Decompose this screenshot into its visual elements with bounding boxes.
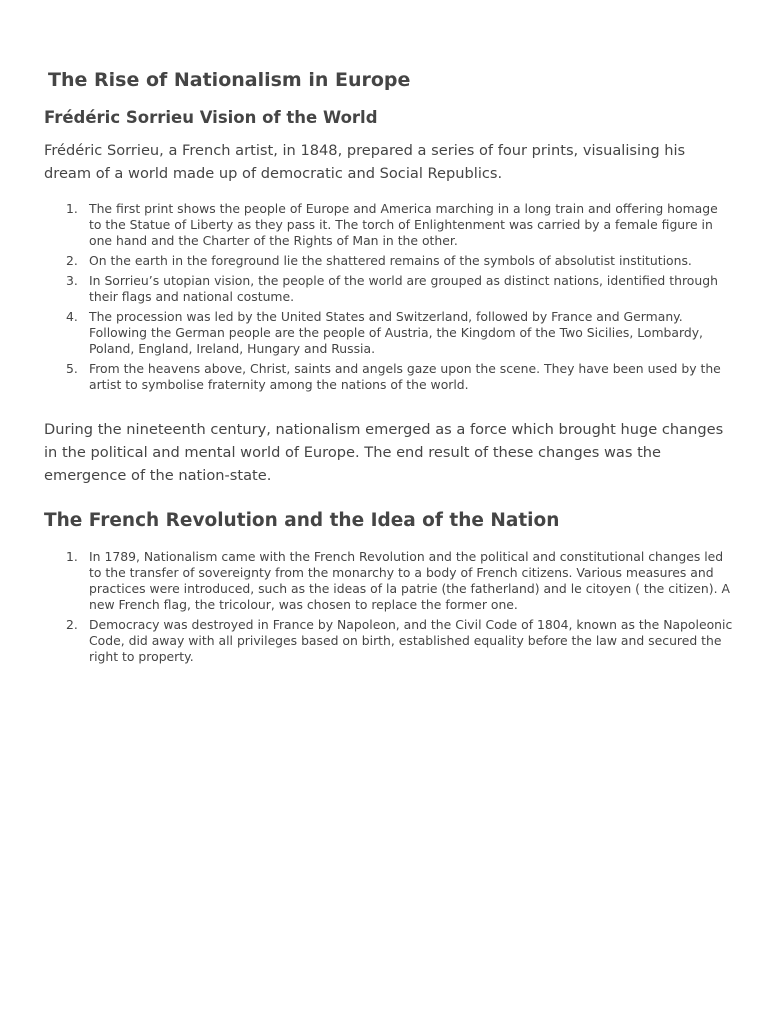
page-title: The Rise of Nationalism in Europe <box>48 69 411 91</box>
list-item-text: On the earth in the foreground lie the shattered remains of the symbols of absolutist institutions. <box>89 253 692 268</box>
list-item-number: 2. <box>66 617 78 632</box>
section-subtitle: Frédéric Sorrieu Vision of the World <box>44 108 378 127</box>
list-item-number: 4. <box>66 309 78 324</box>
intro-paragraph: Frédéric Sorrieu, a French artist, in 1848, prepared a series of four prints, visualising his dream of a world made up of democratic and Social Republics. <box>44 142 686 182</box>
list-item-text: The procession was led by the United States and Switzerland, followed by France and Germany. Following the German people are the people of Austria, the Kingdom of the Two Sicilies, Lombardy, Poland, England, Ireland, Hungary and Russia. <box>89 309 703 356</box>
list-item-text: In Sorrieu’s utopian vision, the people of the world are grouped as distinct nations, identified through their flags and national costume. <box>89 273 718 304</box>
list-item-text: The first print shows the people of Europe and America marching in a long train and offering homage to the Statue of Liberty as they pass it. The torch of Enlightenment was carried by a female figure in one hand and the Charter of the Rights of Man in the other. <box>89 201 718 248</box>
list-item <box>44 361 734 393</box>
closing-paragraph: During the nineteenth century, nationalism emerged as a force which brought huge changes in the political and mental world of Europe. The end result of these changes was the emergence of the nation-state. <box>44 421 724 484</box>
sorrieu-points-list <box>44 201 734 397</box>
revolution-points-list <box>44 549 734 669</box>
list-item-number: 3. <box>66 273 78 288</box>
list-item-number: 1. <box>66 549 78 564</box>
list-item-text: From the heavens above, Christ, saints and angels gaze upon the scene. They have been used by the artist to symbolise fraternity among the nations of the world. <box>89 361 721 392</box>
list-item-text: Democracy was destroyed in France by Napoleon, and the Civil Code of 1804, known as the Napoleonic Code, did away with all privileges based on birth, established equality before the law and secured the right to property. <box>89 617 733 664</box>
list-item <box>44 549 734 613</box>
list-item <box>44 273 734 305</box>
list-item-text: In 1789, Nationalism came with the French Revolution and the political and constitutional changes led to the transfer of sovereignty from the monarchy to a body of French citizens. Various measures and practices were introduced, such as the ideas of la patrie (the fatherland) and le citoyen ( the citizen). A new French flag, the tricolour, was chosen to replace the former one. <box>89 549 730 612</box>
list-item <box>44 253 734 269</box>
list-item <box>44 309 734 357</box>
section-heading: The French Revolution and the Idea of the Nation <box>44 510 560 531</box>
list-item <box>44 201 734 249</box>
list-item-number: 5. <box>66 361 78 376</box>
list-item-number: 1. <box>66 201 78 216</box>
list-item <box>44 617 734 665</box>
list-item-number: 2. <box>66 253 78 268</box>
